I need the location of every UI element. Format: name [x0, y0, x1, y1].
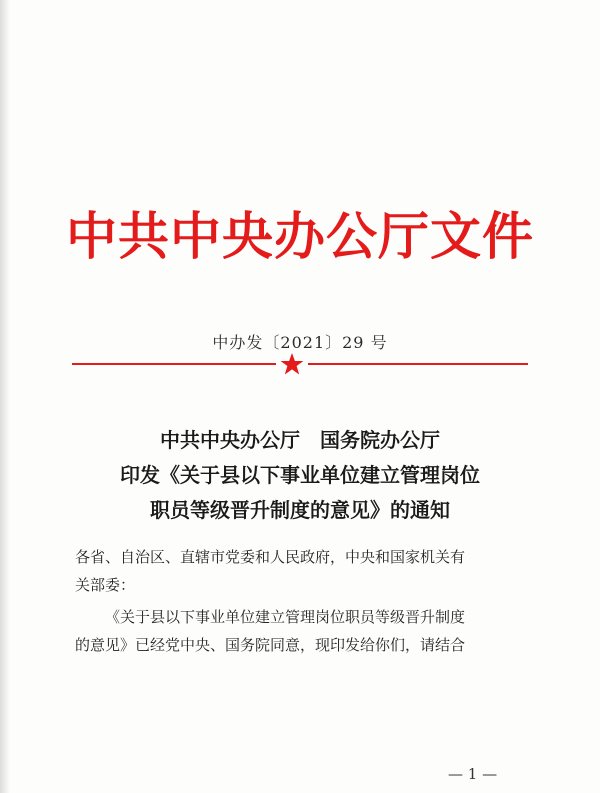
addressee-line-1: 各省、自治区、直辖市党委和人民政府，中央和国家机关有 — [75, 548, 466, 566]
notice-title-line-1: 中共中央办公厅 国务院办公厅 — [160, 428, 440, 452]
body-paragraph-line-2: 的意见》已经党中央、国务院同意，现印发给你们，请结合 — [75, 636, 466, 654]
body-paragraph-line-1: 《关于县以下事业单位建立管理岗位职员等级晋升制度 — [105, 608, 466, 626]
document-number: 中办发〔2021〕29 号 — [212, 333, 388, 352]
red-divider-left — [72, 363, 276, 365]
page-edge-shadow — [0, 0, 10, 793]
notice-title-line-2: 印发《关于县以下事业单位建立管理岗位 — [120, 463, 480, 487]
issuer-title: 中共中央办公厅文件 — [65, 207, 534, 267]
page-number: — 1 — — [448, 765, 498, 783]
addressee-line-2: 关部委： — [75, 576, 136, 594]
red-divider-right — [308, 363, 528, 365]
star-icon — [280, 353, 304, 375]
notice-title-line-3: 职员等级晋升制度的意见》的通知 — [150, 498, 450, 522]
